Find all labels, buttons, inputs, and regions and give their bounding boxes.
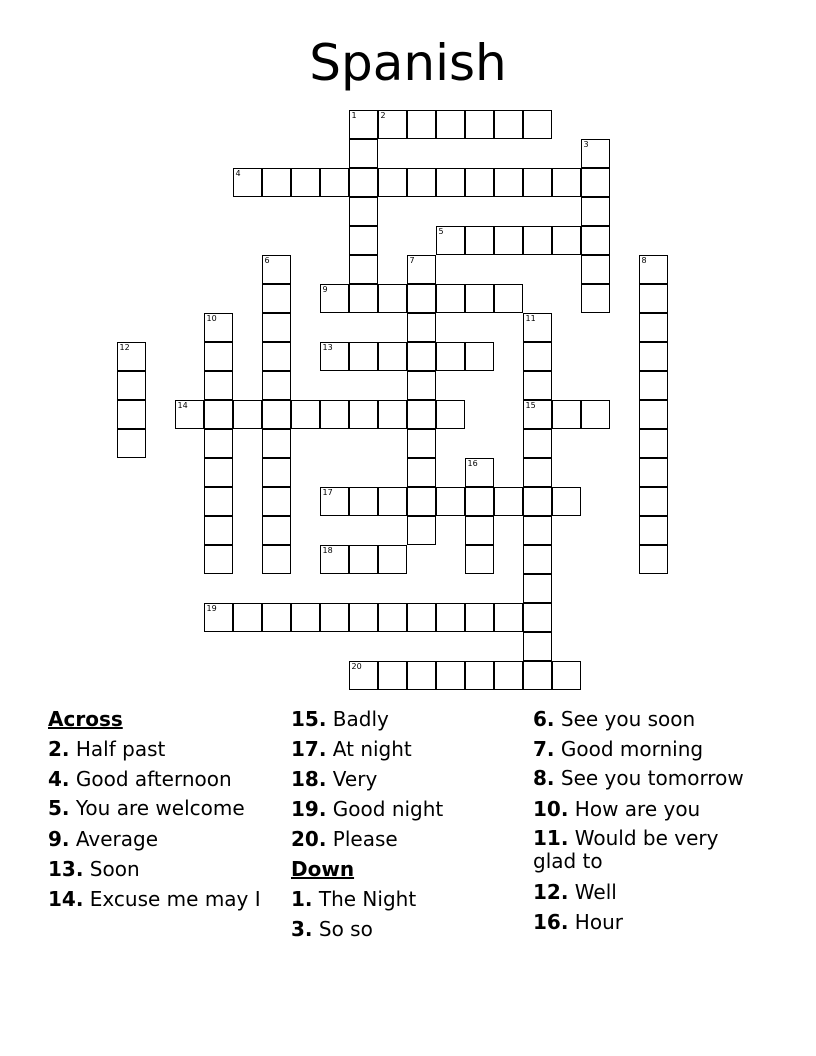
clue-number: 7 xyxy=(409,256,415,265)
clues-column-3 xyxy=(533,704,763,937)
grid-cell[interactable] xyxy=(262,516,291,545)
grid-cell[interactable] xyxy=(378,661,407,690)
grid-cell[interactable] xyxy=(465,110,494,139)
clue-item xyxy=(291,794,521,824)
clue-number: 14 xyxy=(177,401,188,410)
grid-cell[interactable] xyxy=(523,661,552,690)
clues-column-2 xyxy=(291,704,521,944)
grid-cell[interactable] xyxy=(436,342,465,371)
grid-cell[interactable] xyxy=(581,255,610,284)
grid-cell[interactable] xyxy=(639,313,668,342)
grid-cell[interactable] xyxy=(523,458,552,487)
clue-text: See you tomorrow xyxy=(554,766,744,790)
grid-cell[interactable] xyxy=(378,400,407,429)
clue-number-label: 18. xyxy=(291,767,327,791)
grid-cell[interactable] xyxy=(291,603,320,632)
grid-cell[interactable] xyxy=(639,255,668,284)
clue-item xyxy=(48,824,278,854)
grid-cell[interactable] xyxy=(233,400,262,429)
grid-cell[interactable] xyxy=(494,487,523,516)
clue-number-label: 5. xyxy=(48,796,70,820)
grid-cell[interactable] xyxy=(349,139,378,168)
clue-number-label: 12. xyxy=(533,880,569,904)
grid-cell[interactable] xyxy=(204,603,233,632)
clue-list-across-2 xyxy=(291,704,521,854)
grid-cell[interactable] xyxy=(262,429,291,458)
across-heading: Across xyxy=(48,707,123,731)
clue-text: Half past xyxy=(69,737,166,761)
grid-cell[interactable] xyxy=(349,226,378,255)
clue-number: 5 xyxy=(438,227,444,236)
grid-cell[interactable] xyxy=(465,226,494,255)
grid-cell[interactable] xyxy=(204,342,233,371)
grid-cell[interactable] xyxy=(581,168,610,197)
clue-number: 8 xyxy=(641,256,647,265)
clue-list-across-1 xyxy=(48,734,278,914)
grid-cell[interactable] xyxy=(204,545,233,574)
grid-cell[interactable] xyxy=(320,603,349,632)
grid-cell[interactable] xyxy=(117,429,146,458)
clue-number-label: 15. xyxy=(291,707,327,731)
grid-cell[interactable] xyxy=(349,197,378,226)
grid-cell[interactable] xyxy=(436,603,465,632)
clue-number: 18 xyxy=(322,546,333,555)
clue-number-label: 3. xyxy=(291,917,313,941)
clue-number: 16 xyxy=(467,459,478,468)
grid-cell[interactable] xyxy=(320,168,349,197)
grid-cell[interactable] xyxy=(552,400,581,429)
clue-number-label: 16. xyxy=(533,910,569,934)
grid-cell[interactable] xyxy=(465,168,494,197)
clue-item xyxy=(291,764,521,794)
clue-text: How are you xyxy=(568,797,701,821)
grid-cell[interactable] xyxy=(465,284,494,313)
grid-cell[interactable] xyxy=(407,603,436,632)
grid-cell[interactable] xyxy=(262,487,291,516)
clue-text: At night xyxy=(326,737,412,761)
clue-number-label: 6. xyxy=(533,707,555,731)
grid-cell[interactable] xyxy=(204,429,233,458)
puzzle-title: Spanish xyxy=(309,34,507,92)
clue-list-down-1 xyxy=(291,884,521,944)
clue-text: Excuse me may I xyxy=(83,887,261,911)
clue-item xyxy=(48,764,278,794)
grid-cell[interactable] xyxy=(639,400,668,429)
grid-cell[interactable] xyxy=(523,110,552,139)
clue-item xyxy=(533,704,763,734)
clue-text: Very xyxy=(326,767,378,791)
grid-cell[interactable] xyxy=(494,226,523,255)
clue-text: Soon xyxy=(83,857,140,881)
clue-number: 17 xyxy=(322,488,333,497)
clue-item xyxy=(48,854,278,884)
grid-cell[interactable] xyxy=(465,545,494,574)
grid-cell[interactable] xyxy=(378,110,407,139)
clue-number: 4 xyxy=(235,169,241,178)
grid-cell[interactable] xyxy=(320,342,349,371)
grid-cell[interactable] xyxy=(204,487,233,516)
grid-cell[interactable] xyxy=(436,284,465,313)
grid-cell[interactable] xyxy=(349,400,378,429)
grid-cell[interactable] xyxy=(494,284,523,313)
grid-cell[interactable] xyxy=(407,400,436,429)
clue-number-label: 10. xyxy=(533,797,569,821)
grid-cell[interactable] xyxy=(407,342,436,371)
grid-cell[interactable] xyxy=(407,255,436,284)
clue-item xyxy=(533,907,763,937)
clue-item xyxy=(291,824,521,854)
clue-number-label: 4. xyxy=(48,767,70,791)
grid-cell[interactable] xyxy=(349,342,378,371)
clue-item xyxy=(48,794,278,824)
grid-cell[interactable] xyxy=(175,400,204,429)
grid-cell[interactable] xyxy=(494,110,523,139)
grid-cell[interactable] xyxy=(552,226,581,255)
grid-cell[interactable] xyxy=(523,545,552,574)
grid-cell[interactable] xyxy=(465,487,494,516)
clue-item xyxy=(48,734,278,764)
grid-cell[interactable] xyxy=(407,516,436,545)
grid-cell[interactable] xyxy=(465,458,494,487)
grid-cell[interactable] xyxy=(523,603,552,632)
grid-cell[interactable] xyxy=(262,458,291,487)
grid-cell[interactable] xyxy=(407,110,436,139)
clue-item xyxy=(291,884,521,914)
grid-cell[interactable] xyxy=(204,458,233,487)
clue-text: Good night xyxy=(326,797,444,821)
clue-number: 13 xyxy=(322,343,333,352)
clue-item xyxy=(533,794,763,824)
clue-number: 9 xyxy=(322,285,328,294)
clue-number: 12 xyxy=(119,343,130,352)
clue-number-label: 13. xyxy=(48,857,84,881)
grid-cell[interactable] xyxy=(262,168,291,197)
clue-number: 1 xyxy=(351,111,357,120)
grid-cell[interactable] xyxy=(291,168,320,197)
grid-cell[interactable] xyxy=(378,487,407,516)
clue-number: 3 xyxy=(583,140,589,149)
grid-cell[interactable] xyxy=(233,168,262,197)
clue-text: Good morning xyxy=(554,737,704,761)
grid-cell[interactable] xyxy=(349,661,378,690)
clue-text: Please xyxy=(326,827,398,851)
grid-cell[interactable] xyxy=(465,603,494,632)
clue-text: The Night xyxy=(312,887,417,911)
clue-text: Badly xyxy=(326,707,389,731)
grid-cell[interactable] xyxy=(581,226,610,255)
clue-number: 2 xyxy=(380,111,386,120)
grid-cell[interactable] xyxy=(320,545,349,574)
grid-cell[interactable] xyxy=(320,400,349,429)
grid-cell[interactable] xyxy=(639,342,668,371)
grid-cell[interactable] xyxy=(349,110,378,139)
grid-cell[interactable] xyxy=(436,400,465,429)
grid-cell[interactable] xyxy=(436,110,465,139)
grid-cell[interactable] xyxy=(407,284,436,313)
clues-column-1 xyxy=(48,704,278,914)
grid-cell[interactable] xyxy=(262,255,291,284)
clue-number: 11 xyxy=(525,314,536,323)
clue-item xyxy=(533,764,763,794)
grid-cell[interactable] xyxy=(320,487,349,516)
grid-cell[interactable] xyxy=(494,603,523,632)
grid-cell[interactable] xyxy=(436,487,465,516)
grid-cell[interactable] xyxy=(639,284,668,313)
grid-cell[interactable] xyxy=(204,400,233,429)
clue-list-down-2 xyxy=(533,704,763,937)
grid-cell[interactable] xyxy=(465,342,494,371)
grid-cell[interactable] xyxy=(407,458,436,487)
clue-number: 6 xyxy=(264,256,270,265)
grid-cell[interactable] xyxy=(523,574,552,603)
clue-text: You are welcome xyxy=(69,796,245,820)
grid-cell[interactable] xyxy=(204,371,233,400)
clue-number-label: 14. xyxy=(48,887,84,911)
down-heading: Down xyxy=(291,857,355,881)
grid-cell[interactable] xyxy=(262,313,291,342)
clue-number: 10 xyxy=(206,314,217,323)
grid-cell[interactable] xyxy=(523,168,552,197)
clue-item xyxy=(291,704,521,734)
clue-item xyxy=(291,734,521,764)
grid-cell[interactable] xyxy=(117,371,146,400)
grid-cell[interactable] xyxy=(552,487,581,516)
clue-number-label: 19. xyxy=(291,797,327,821)
grid-cell[interactable] xyxy=(378,284,407,313)
grid-cell[interactable] xyxy=(552,661,581,690)
clue-number: 19 xyxy=(206,604,217,613)
grid-cell[interactable] xyxy=(639,487,668,516)
clue-item xyxy=(291,914,521,944)
grid-cell[interactable] xyxy=(291,400,320,429)
clue-number-label: 11. xyxy=(533,826,569,850)
grid-cell[interactable] xyxy=(523,400,552,429)
clue-number-label: 20. xyxy=(291,827,327,851)
grid-cell[interactable] xyxy=(117,400,146,429)
clue-number-label: 8. xyxy=(533,766,555,790)
clue-text: Good afternoon xyxy=(69,767,232,791)
clue-text: Average xyxy=(69,827,159,851)
grid-cell[interactable] xyxy=(349,545,378,574)
grid-cell[interactable] xyxy=(407,371,436,400)
clue-number: 15 xyxy=(525,401,536,410)
grid-cell[interactable] xyxy=(262,603,291,632)
grid-cell[interactable] xyxy=(378,168,407,197)
grid-cell[interactable] xyxy=(552,168,581,197)
clue-item xyxy=(533,877,763,907)
clue-item xyxy=(48,884,278,914)
clue-text: Hour xyxy=(568,910,623,934)
grid-cell[interactable] xyxy=(523,371,552,400)
grid-cell[interactable] xyxy=(378,342,407,371)
grid-cell[interactable] xyxy=(262,400,291,429)
grid-cell[interactable] xyxy=(349,487,378,516)
grid-cell[interactable] xyxy=(523,313,552,342)
grid-cell[interactable] xyxy=(407,661,436,690)
grid-cell[interactable] xyxy=(581,400,610,429)
grid-cell[interactable] xyxy=(378,603,407,632)
grid-cell[interactable] xyxy=(407,168,436,197)
grid-cell[interactable] xyxy=(581,139,610,168)
clue-number-label: 17. xyxy=(291,737,327,761)
grid-cell[interactable] xyxy=(349,168,378,197)
grid-cell[interactable] xyxy=(204,516,233,545)
grid-cell[interactable] xyxy=(262,371,291,400)
clue-number-label: 9. xyxy=(48,827,70,851)
grid-cell[interactable] xyxy=(262,545,291,574)
grid-cell[interactable] xyxy=(523,226,552,255)
grid-cell[interactable] xyxy=(465,661,494,690)
clue-number-label: 2. xyxy=(48,737,70,761)
grid-cell[interactable] xyxy=(494,168,523,197)
grid-cell[interactable] xyxy=(639,458,668,487)
grid-cell[interactable] xyxy=(233,603,262,632)
clue-item xyxy=(533,824,763,877)
grid-cell[interactable] xyxy=(523,487,552,516)
grid-cell[interactable] xyxy=(349,255,378,284)
clue-text: Would be very glad to xyxy=(533,826,719,873)
grid-cell[interactable] xyxy=(581,197,610,226)
grid-cell[interactable] xyxy=(262,284,291,313)
grid-cell[interactable] xyxy=(465,516,494,545)
grid-cell[interactable] xyxy=(436,168,465,197)
grid-cell[interactable] xyxy=(204,313,233,342)
grid-cell[interactable] xyxy=(639,429,668,458)
grid-cell[interactable] xyxy=(407,429,436,458)
grid-cell[interactable] xyxy=(117,342,146,371)
clue-number-label: 1. xyxy=(291,887,313,911)
grid-cell[interactable] xyxy=(639,516,668,545)
grid-cell[interactable] xyxy=(523,429,552,458)
grid-cell[interactable] xyxy=(407,313,436,342)
clue-text: See you soon xyxy=(554,707,696,731)
grid-cell[interactable] xyxy=(262,342,291,371)
grid-cell[interactable] xyxy=(407,487,436,516)
clue-number-label: 7. xyxy=(533,737,555,761)
grid-cell[interactable] xyxy=(523,516,552,545)
grid-cell[interactable] xyxy=(436,226,465,255)
grid-cell[interactable] xyxy=(639,545,668,574)
clue-number: 20 xyxy=(351,662,362,671)
grid-cell[interactable] xyxy=(378,545,407,574)
grid-cell[interactable] xyxy=(581,284,610,313)
grid-cell[interactable] xyxy=(349,284,378,313)
clue-item xyxy=(533,734,763,764)
clue-text: So so xyxy=(312,917,373,941)
grid-cell[interactable] xyxy=(639,371,668,400)
grid-cell[interactable] xyxy=(320,284,349,313)
grid-cell[interactable] xyxy=(523,342,552,371)
grid-cell[interactable] xyxy=(523,632,552,661)
grid-cell[interactable] xyxy=(494,661,523,690)
clue-text: Well xyxy=(568,880,617,904)
grid-cell[interactable] xyxy=(436,661,465,690)
grid-cell[interactable] xyxy=(349,603,378,632)
